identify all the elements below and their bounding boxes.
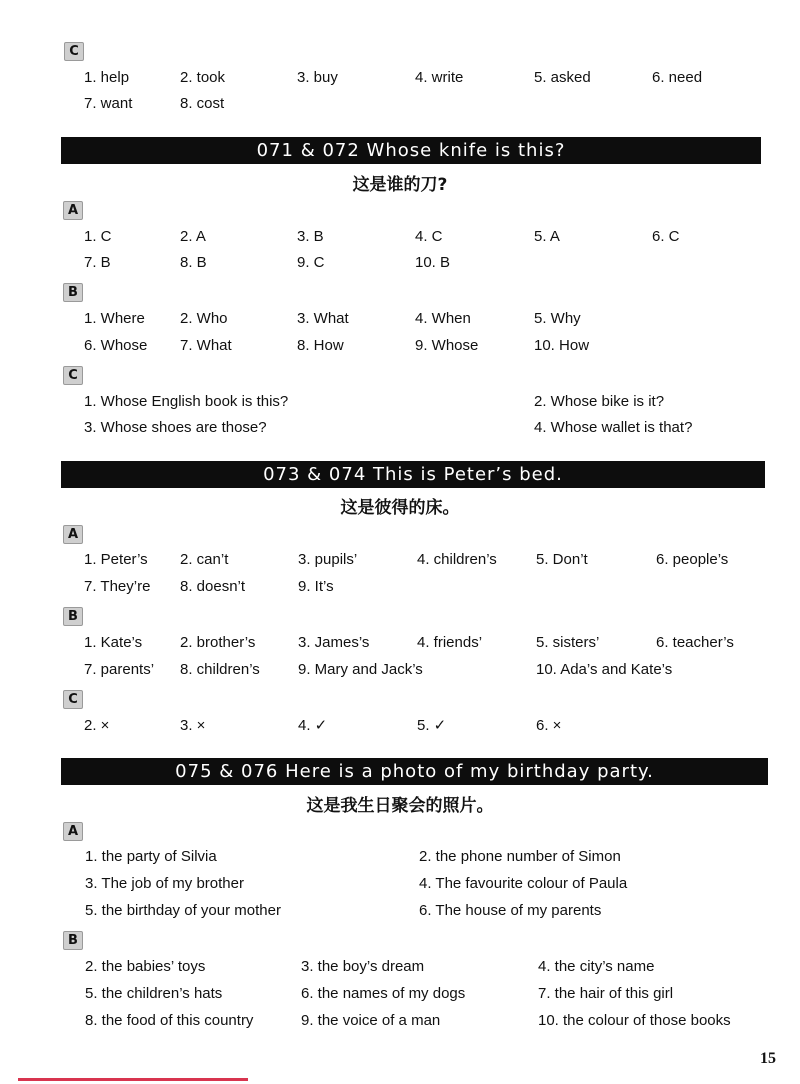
answer-item: 4. write: [415, 69, 464, 86]
answer-item: 3. buy: [297, 69, 338, 86]
section-badge-b: B: [63, 607, 83, 626]
answer-item: 4. Whose wallet is that?: [534, 419, 693, 436]
answer-item: 9. Mary and Jack’s: [298, 661, 423, 678]
answer-item: 2. A: [180, 228, 206, 245]
answer-item: 6. ×: [536, 717, 562, 734]
section-badge-a: A: [63, 525, 83, 544]
lesson-subtitle: 这是谁的刀?: [352, 175, 448, 195]
answer-item: 6. the names of my dogs: [301, 985, 466, 1002]
lesson-subtitle: 这是我生日聚会的照片。: [306, 796, 494, 816]
answer-item: 2. Who: [180, 310, 228, 327]
answer-item: 3. James’s: [298, 634, 370, 651]
answer-item: 2. can’t: [180, 551, 229, 568]
lesson-subtitle: 这是彼得的床。: [340, 498, 460, 518]
answer-item: 1. Where: [84, 310, 145, 327]
answer-item: 3. The job of my brother: [85, 875, 244, 892]
answer-item: 2. the babies’ toys: [85, 958, 206, 975]
answer-item: 2. took: [180, 69, 226, 86]
lesson-title-bar: 071 & 072 Whose knife is this?: [61, 137, 761, 164]
answer-item: 6. teacher’s: [656, 634, 734, 651]
answer-item: 8. children’s: [180, 661, 260, 678]
answer-item: 5. Why: [534, 310, 581, 327]
answer-item: 4. children’s: [417, 551, 497, 568]
answer-item: 1. the party of Silvia: [85, 848, 217, 865]
answer-item: 1. C: [84, 228, 112, 245]
answer-item: 3. pupils’: [298, 551, 358, 568]
answer-item: 1. help: [84, 69, 130, 86]
answer-item: 5. asked: [534, 69, 591, 86]
answer-item: 5. Don’t: [536, 551, 588, 568]
answer-item: 4. the city’s name: [538, 958, 655, 975]
answer-item: 7. parents’: [84, 661, 155, 678]
answer-item: 7. B: [84, 254, 111, 271]
answer-item: 2. Whose bike is it?: [534, 393, 665, 410]
answer-item: 1. Peter’s: [84, 551, 148, 568]
section-badge-c: C: [64, 42, 84, 61]
answer-item: 10. B: [415, 254, 451, 271]
lesson-title-bar: 073 & 074 This is Peter’s bed.: [61, 461, 765, 488]
section-badge-c: C: [63, 366, 83, 385]
answer-item: 7. the hair of this girl: [538, 985, 674, 1002]
answer-item: 4. The favourite colour of Paula: [419, 875, 628, 892]
answer-item: 10. Ada’s and Kate’s: [536, 661, 673, 678]
answer-item: 4. When: [415, 310, 471, 327]
answer-item: 9. the voice of a man: [301, 1012, 441, 1029]
answer-item: 10. the colour of those books: [538, 1012, 731, 1029]
answer-item: 7. What: [180, 337, 232, 354]
section-badge-a: A: [63, 822, 83, 841]
answer-item: 1. Whose English book is this?: [84, 393, 289, 410]
section-badge-a: A: [63, 201, 83, 220]
answer-item: 6. The house of my parents: [419, 902, 602, 919]
section-badge-c: C: [63, 690, 83, 709]
section-badge-b: B: [63, 931, 83, 950]
answer-item: 6. Whose: [84, 337, 148, 354]
answer-item: 3. What: [297, 310, 349, 327]
answer-item: 9. Whose: [415, 337, 479, 354]
answer-item: 5. the birthday of your mother: [85, 902, 281, 919]
answer-item: 6. need: [652, 69, 703, 86]
answer-item: 5. sisters’: [536, 634, 600, 651]
answer-item: 5. the children’s hats: [85, 985, 223, 1002]
answer-item: 3. Whose shoes are those?: [84, 419, 267, 436]
answer-item: 9. C: [297, 254, 325, 271]
answer-item: 4. ✓: [298, 717, 328, 734]
answer-item: 8. doesn’t: [180, 578, 246, 595]
answer-item: 3. the boy’s dream: [301, 958, 425, 975]
answer-item: 8. B: [180, 254, 207, 271]
answer-item: 2. brother’s: [180, 634, 256, 651]
answer-item: 2. the phone number of Simon: [419, 848, 621, 865]
answer-item: 1. Kate’s: [84, 634, 143, 651]
answer-item: 3. ×: [180, 717, 206, 734]
section-badge-b: B: [63, 283, 83, 302]
answer-item: 8. cost: [180, 95, 225, 112]
answer-item: 4. C: [415, 228, 443, 245]
answer-item: 4. friends’: [417, 634, 483, 651]
answer-item: 2. ×: [84, 717, 110, 734]
answer-item: 3. B: [297, 228, 324, 245]
page-edge-decoration: [18, 1078, 248, 1081]
page-number: 15: [760, 1050, 776, 1067]
lesson-title-bar: 075 & 076 Here is a photo of my birthday party.: [61, 758, 768, 785]
answer-item: 10. How: [534, 337, 590, 354]
answer-item: 9. It’s: [298, 578, 334, 595]
answer-item: 8. How: [297, 337, 344, 354]
answer-item: 6. C: [652, 228, 680, 245]
answer-item: 6. people’s: [656, 551, 729, 568]
answer-item: 7. want: [84, 95, 133, 112]
answer-item: 5. ✓: [417, 717, 447, 734]
answer-item: 5. A: [534, 228, 560, 245]
answer-item: 8. the food of this country: [85, 1012, 254, 1029]
answer-item: 7. They’re: [84, 578, 151, 595]
